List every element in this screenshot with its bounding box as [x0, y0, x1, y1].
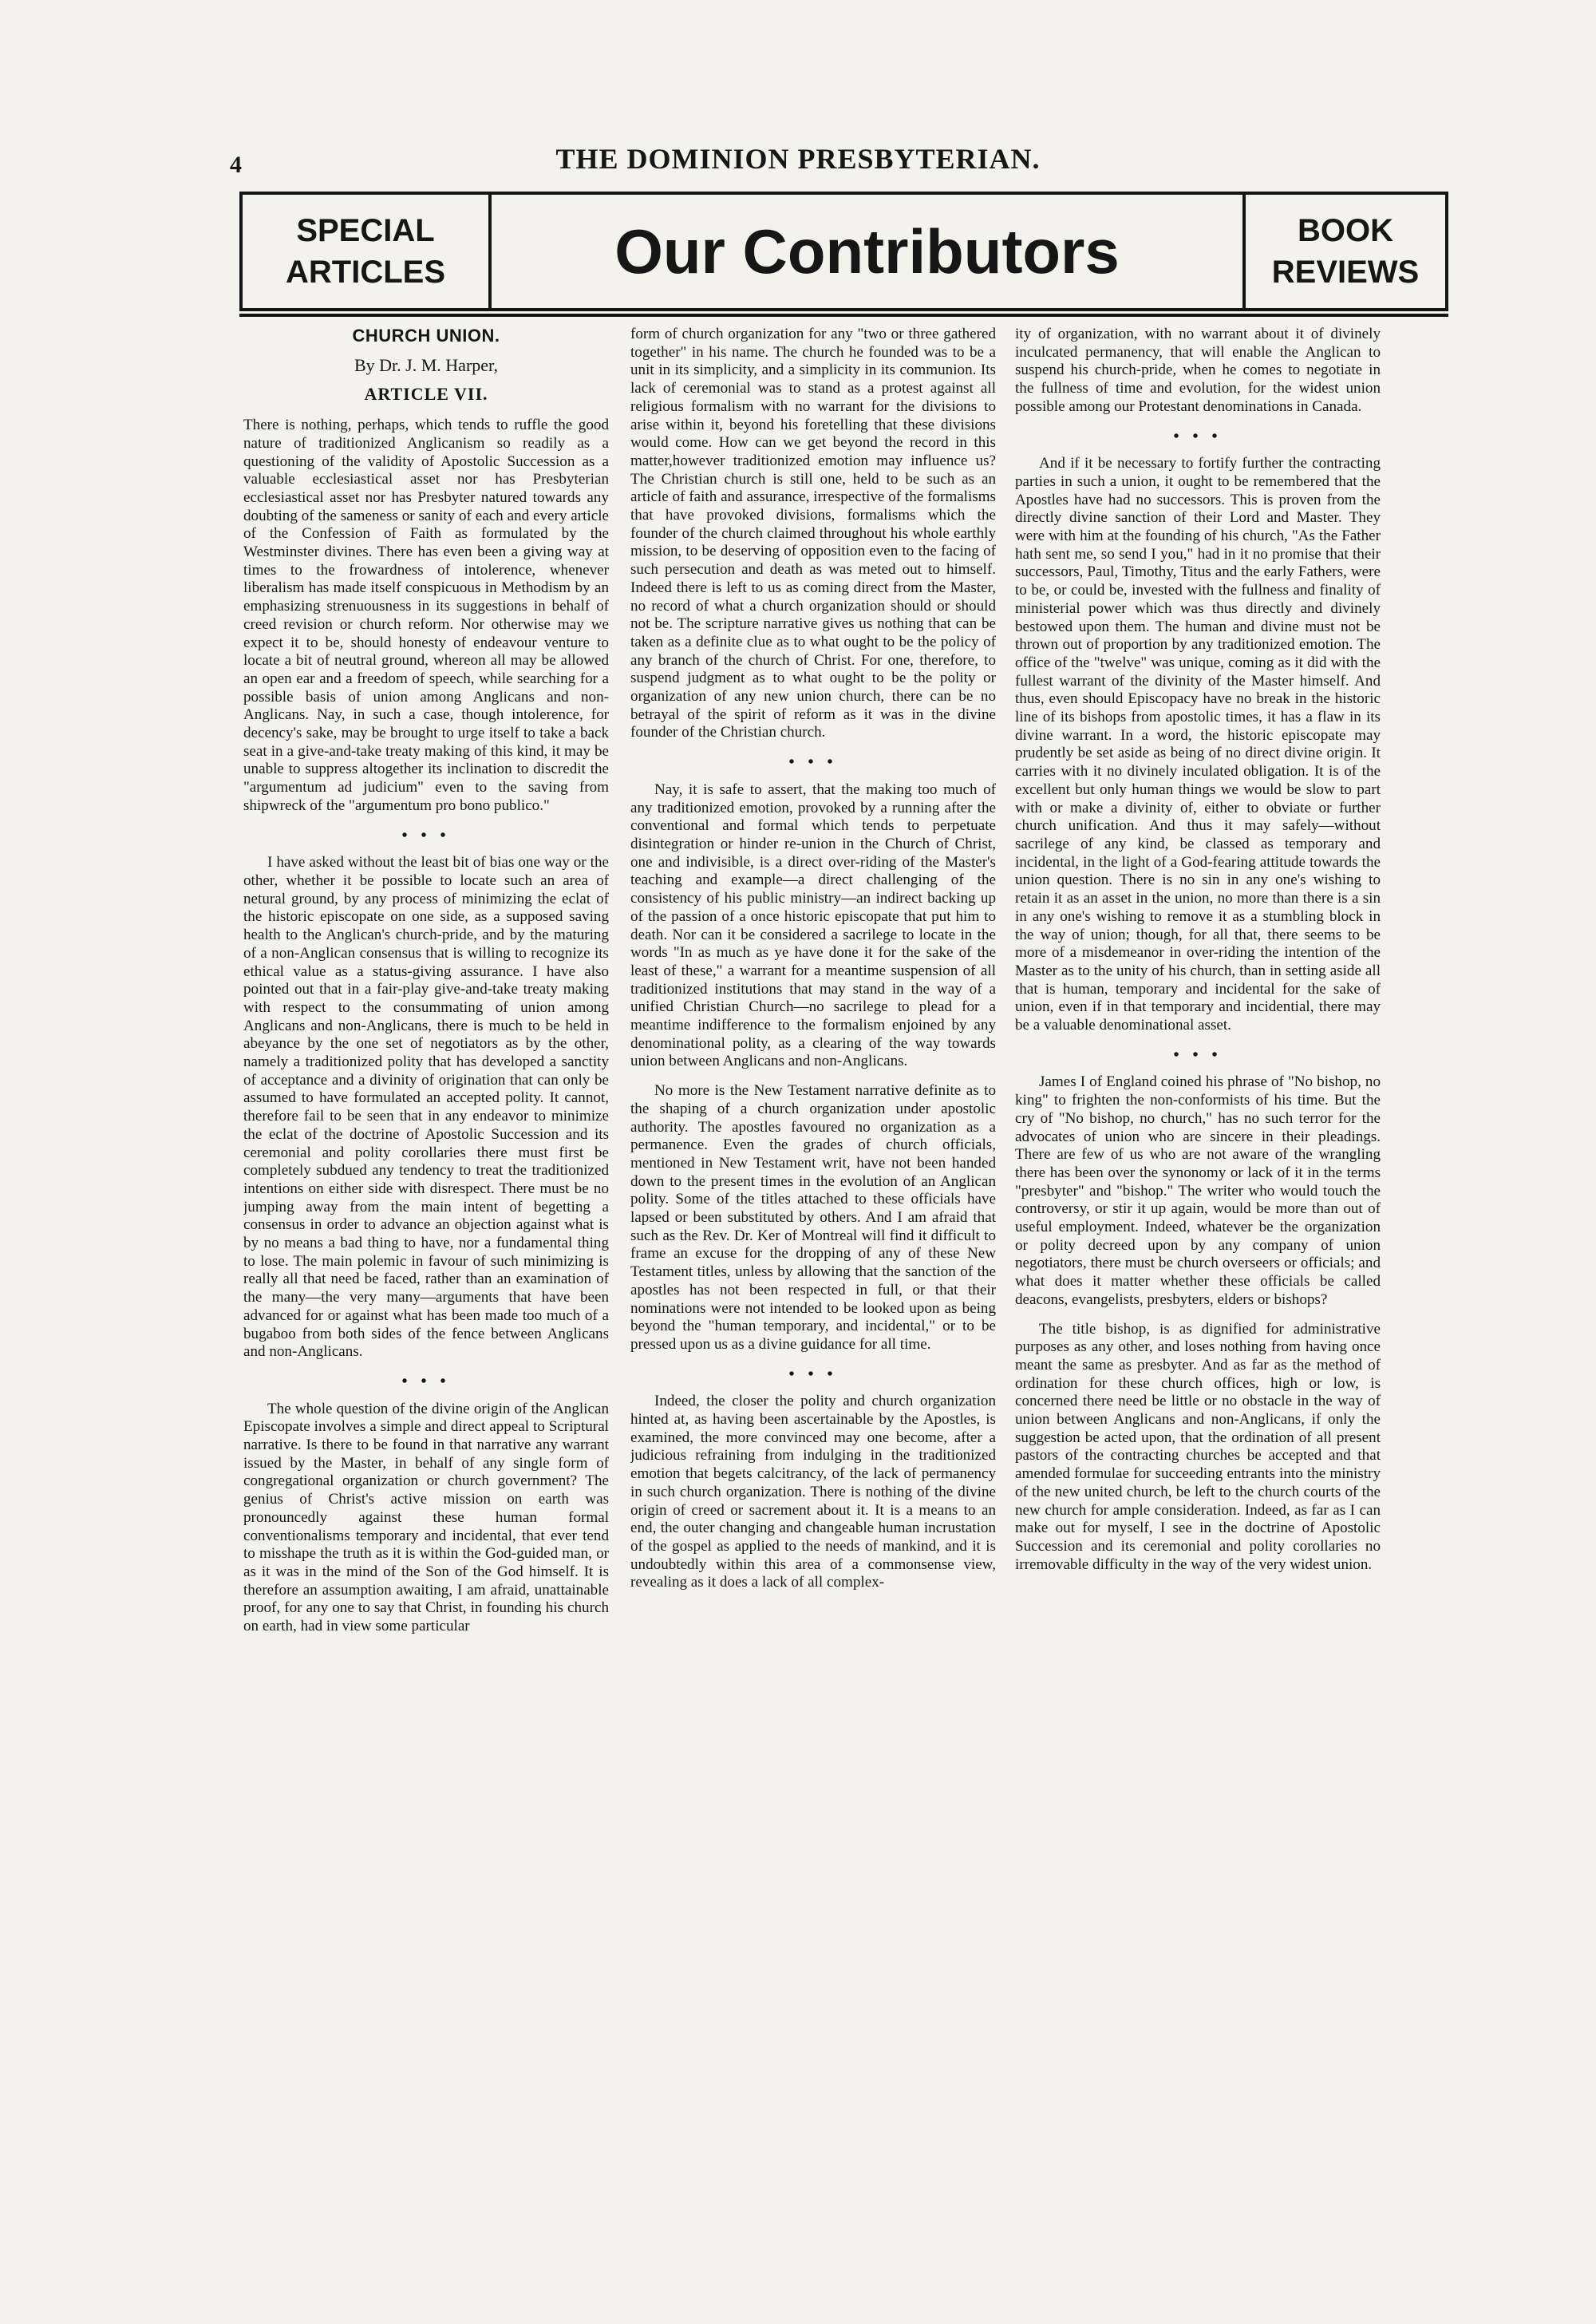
- paragraph: And if it be necessary to fortify further the contracting parties in such a union, it ought to be remembered that the Apostles have had no successors. This is proven from the directly divine sanction of their Lord and Master. They were with him at the founding of his church, "As the Father hath sent me, so send I you," had in it no promise that their successors, Paul, Timothy, Titus and the early Fathers, were to be, or could be, invested with the fullness and finality of ministerial power which was thus directly and divinely bestowed upon them. The human and divine must not be thrown out of proportion by any traditionized emotion. The office of the "twelve" was unique, coming as it did with the fullest warrant of the divinity of the Master himself. And thus, even should Episcopacy have no break in the historic line of its bishops from apostolic times, it has a flaw in its divine warrant. In a word, the historic episcopate may prudently be set aside as being of no direct divine origin. It carries with it no divinely inculated obligation. It is of the excellent but only human things we would be slow to part with or make a divinity of, either to obviate or further church unification. And thus it may safely—without sacrilege of any kind, be classed as temporary and incidental, in the light of a God-fearing attitude towards the union question. There is no sin in any one's wishing to retain it as an asset in the union, no more than there is a sin in any one's wishing to remove it as a stumbling block in the way of union; though, for all that, there seems to be more of a misdemeanor in over-riding the intention of the Master as to the unity of his church, than in setting aside all that is human, temporary and incidental for the sake of union, even if in that temporary and incidential, there may be a valuable denominational asset.: [1015, 455, 1381, 1034]
- book-label: BOOK: [1298, 213, 1393, 248]
- section-separator: • • •: [788, 1365, 838, 1383]
- paragraph: Nay, it is safe to assert, that the making too much of any traditionized emotion, provoked by a running after the conventional and formal which tends to perpetuate disintegration or hinder re-union in the Church of Christ, one and indivisible, is a direct over-riding of the Master's teaching and example—a direct challenging of the consistency of his public ministry—an indirect backing up of the passion of a once historic episcopate that put him to death. Nor can it be considered a sacrilege to locate in the words "In as much as ye have done it for the sake of the least of these," a warrant for a meantime suspension of all traditionized institutions that may stand in the way of a unified Christian Church—no sacrilege to plead for a meantime indifference to the formalism enjoined by any denominational polity, as a clearing of the way towards union between Anglicans and non-Anglicans.: [630, 781, 996, 1070]
- section-separator: • • •: [1173, 1045, 1223, 1064]
- article-number: ARTICLE VII.: [364, 384, 488, 405]
- section-title: Our Contributors: [614, 215, 1120, 287]
- article-byline: By Dr. J. M. Harper,: [354, 354, 498, 375]
- paragraph: ity of organization, with no warrant about it of divinely inculcated permanency, that will enable the Anglican to suspend his church-pride, when he comes to negotiate in the fullness of time and evolution, for the widest union possible among our Protestant denominations in Canada.: [1015, 326, 1381, 415]
- article-title: CHURCH UNION.: [352, 326, 500, 346]
- page-number: 4: [230, 152, 242, 178]
- paragraph: The whole question of the divine origin of the Anglican Episcopate involves a simple and direct appeal to Scriptural narrative. Is there to be found in that narrative any warrant issued by the Master, in behalf of any single form of congregational organization or church government? The genius of Christ's active mission on earth was pronouncedly against these human formal conventionalisms temporary and incidental, that ever tend to misshape the truth as it is within the God-guided man, or as it was in the mind of the Son of the God himself. It is therefore an assumption awaiting, I am afraid, unattainable proof, for any one to say that Christ, in founding his church on earth, had in view some particular: [243, 1400, 609, 1635]
- articles-label: ARTICLES: [286, 255, 445, 290]
- running-head: THE DOMINION PRESBYTERIAN.: [555, 143, 1041, 175]
- paragraph: Indeed, the closer the polity and church organization hinted at, as having been ascertainable by the Apostles, is examined, the more convinced may one become, after a judicious refraining from indulging in the traditionized emotion that begets calcitrancy, of the lack of permanency in such church organization. There is nothing of the divine origin of creed or sacrement about it. It is a means to an end, the outer changing and changeable human incrustation of the gospel as applied to the needs of mankind, and it is undoubtedly within this area of a commonsense view, revealing as it does a lack of all complex-: [630, 1393, 996, 1591]
- paragraph: There is nothing, perhaps, which tends to ruffle the good nature of traditionized Anglicanism so readily as a questioning of the validity of Apostolic Succession as a valuable ecclesiastical asset nor has Presbyterian ecclesiastical asset nor has Presbyter natured towards any doubting of the sameness or sanity of each and every article of the Confession of Faith as formulated by the Westminster divines. There has even been a giving way at times to the frowardness of intolerence, whenever liberalism has made itself conspicuous in Methodism by an emphasizing strenuousness in its suggestions in behalf of creed revision or church reform. Nor otherwise may we expect it to be, should honesty of endeavour venture to locate a bit of neutral ground, whereon all may be allowed an open ear and a freedom of speech, while searching for a possible basis of union among Anglicans and non-Anglicans. Nay, in such a case, though intolerence, for decency's sake, may be brought to urge itself to take a back seat in a give-and-take treaty making of this kind, it may be unable to suppress altogether its inclination to discredit the "argumentum ad judicium" even to the saving from shipwreck of the "argumentum pro bono publico.": [243, 417, 609, 814]
- section-separator: • • •: [401, 1372, 451, 1390]
- paragraph: No more is the New Testament narrative definite as to the shaping of a church organization under apostolic authority. The apostles favoured no organization as a permanence. Even the grades of church officials, mentioned in New Testament writ, have not been handed down to the present times in the evolution of an Anglican polity. Some of the titles attached to these officials have lapsed or been substituted by others. And I am afraid that such as the Rev. Dr. Ker of Montreal will find it difficult to frame an excuse for the dropping of any of these New Testament titles, unless by allowing that the sanction of the apostles has not been respected in full, or that their nominations were not intended to be looked upon as being beyond the "human temporary, and incidental," or to be pressed upon us as a divine guidance for all time.: [630, 1082, 996, 1353]
- column-2: [630, 326, 996, 2185]
- book-reviews-panel: [1242, 195, 1445, 308]
- section-separator: • • •: [788, 753, 838, 772]
- paragraph: James I of England coined his phrase of "No bishop, no king" to frighten the non-conformists of his time. But the cry of "No bishop, no church," has no such terror for the advocates of union who are sincere in their pleadings. There are few of us who are not aware of the wrangling there has been over the synonomy or lack of it in the terms "presbyter" and "bishop." The writer who would touch the controversy, or stir it up again, would be more than out of useful employment. Indeed, whatever be the organization or polity decreed upon by any company of union negotiators, there must be church overseers or officials; and what does it matter whether these officials be called deacons, evangelists, presbyters, elders or bishops?: [1015, 1073, 1381, 1308]
- paragraph: form of church organization for any "two or three gathered together" in his name. The church he founded was to be a unit in its simplicity, and a simplicity in its communion. Its lack of ceremonial was to stand as a protest against all religious formalism with no warrant for the divisions to arise within it, beyond his foretelling that these divisions would come. How can we get beyond the record in this matter,however traditionized emotion may influence us? The Christian church is still one, held to be such as an article of faith and assurance, irrespective of the formalisms that have provoked divisions, formalisms which the founder of the church claimed throughout his whole earthly mission, to be deserving of opposition even to the facing of such persecution and death as was meted out to himself. Indeed there is left to us as coming direct from the Master, no record of what a church organization should or should not be. The scripture narrative gives us nothing that can be taken as a definite clue as to what ought to be the policy of any branch of the church of Christ. For one, therefore, to suspend judgment as to what ought to be the polity or organization of any new union church, there can be no betrayal of the spirit of reform as it was in the divine founder of the Christian church.: [630, 326, 996, 741]
- column-3: [1015, 326, 1381, 2201]
- reviews-label: REVIEWS: [1271, 255, 1420, 290]
- header-rule: [239, 314, 1448, 317]
- section-separator: • • •: [401, 826, 451, 844]
- column-1: [243, 326, 609, 2225]
- section-header-box: [239, 192, 1448, 311]
- section-separator: • • •: [1173, 427, 1223, 445]
- special-articles-panel: [243, 195, 492, 308]
- paragraph: I have asked without the least bit of bias one way or the other, whether it be possible to locate such an area of netural ground, by any process of minimizing the eclat of the historic episcopate on one side, as a supposed saving health to the Anglican's church-pride, and by the maturing of a non-Anglican consensus that is willing to recognize its ethical value as a status-giving assurance. I have also pointed out that in a fair-play give-and-take treaty making with respect to the consummating of union among Anglicans and non-Anglicans, there is much to be held in abeyance by the one set of negotiators as by the other, namely a traditionized polity that has developed a sanctity of acceptance and a divinity of origination that can only be assumed to have formulated an accepted polity. It cannot, therefore fail to be seen that in any endeavor to minimize the eclat of the doctrine of Apostolic Succession and its ceremonial and polity corollaries there must first be completely subdued any tendency to treat the traditionized intentions on either side with disrespect. There must be no jumping away from the main intent of begetting a consensus in order to advance an objection against what is by no means a bad thing to have, nor a fundamental thing to lose. The main polemic in favour of such minimizing is really all that need be faced, rather than an examination of the many—the very many—arguments that have been advanced for or against what has been made too much of a bugaboo from both sides of the fence between Anglicans and non-Anglicans.: [243, 854, 609, 1361]
- special-label: SPECIAL: [296, 213, 435, 248]
- paragraph: The title bishop, is as dignified for administrative purposes as any other, and loses nothing from having once meant the same as presbyter. And as far as the method of ordination for these church offices, high or low, is concerned there need be little or no obstacle in the way of union between Anglicans and non-Anglicans, if only the suggestion be acted upon, that the ordination of all present pastors of the contracting churches be accepted and that amended formulae for succeeding entrants into the ministry of the new united church, be left to the church courts of the new church for ample consideration. Indeed, as far as I can make out for myself, I see in the doctrine of Apostolic Succession and its ceremonial and polity corollaries no irremovable difficulty in the way of the very widest union.: [1015, 1320, 1381, 1573]
